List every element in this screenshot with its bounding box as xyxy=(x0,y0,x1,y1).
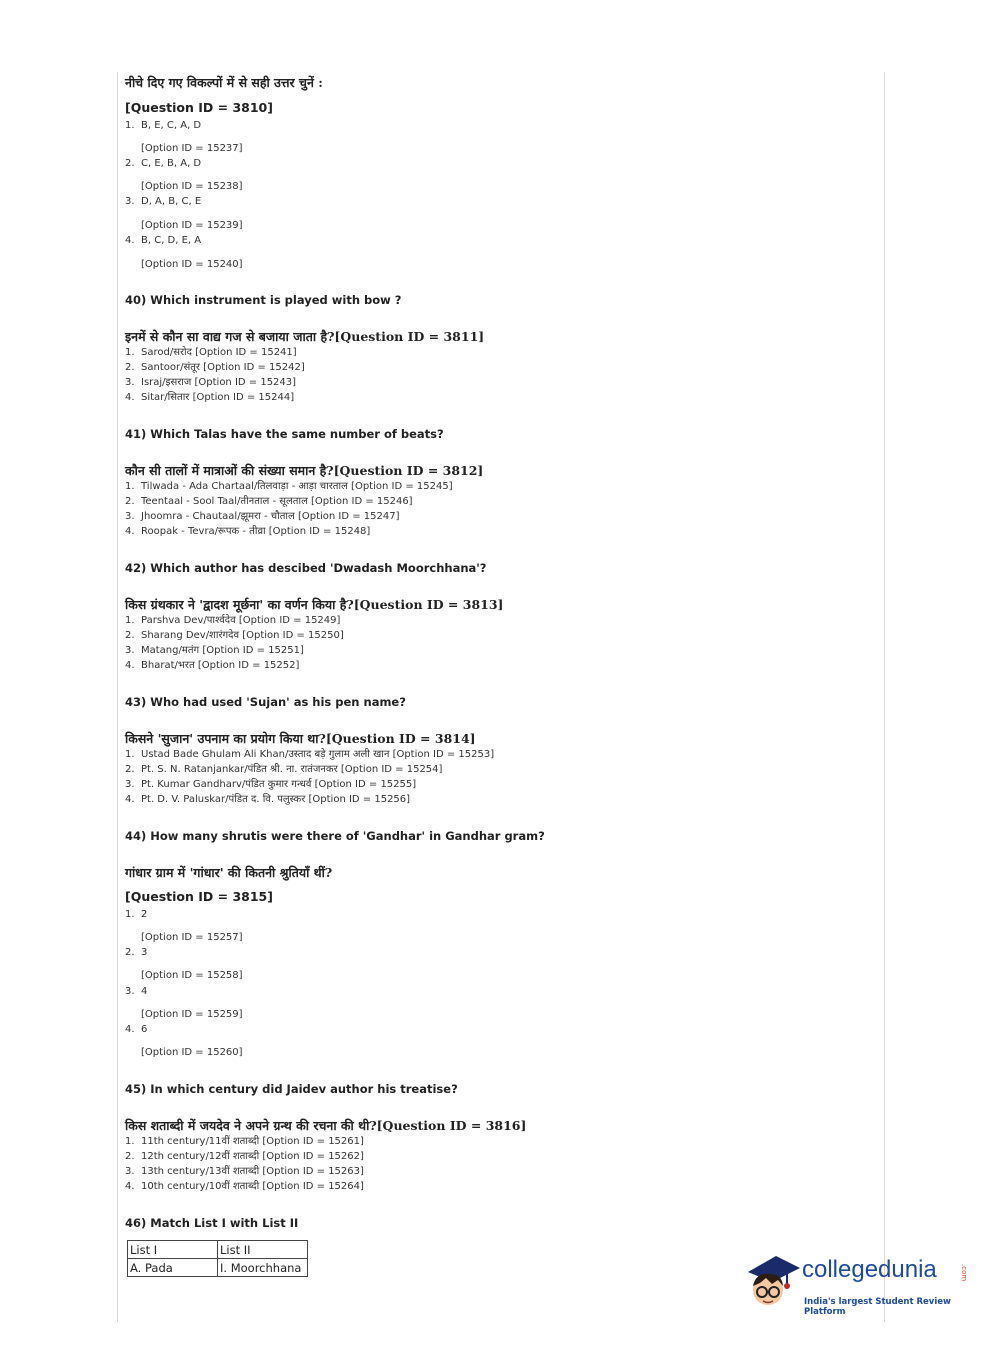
q40-option-1: 1. Sarod/सरोद [Option ID = 15241] xyxy=(125,347,297,358)
table-header-list-2: List II xyxy=(218,1241,308,1259)
q45-option-1: 1. 11th century/11वीं शताब्दी [Option ID = 15261] xyxy=(125,1136,364,1147)
q39-option-1-id: [Option ID = 15237] xyxy=(141,143,243,154)
q45-hindi: किस शताब्दी में जयदेव ने अपने ग्रन्थ की रचना की थी?[Question ID = 3816] xyxy=(125,1118,527,1133)
q44-title: 44) How many shrutis were there of 'Gandhar' in Gandhar gram? xyxy=(125,829,545,843)
table-cell: I. Moorchhana xyxy=(218,1259,308,1277)
q44-option-1-id: [Option ID = 15257] xyxy=(141,932,243,943)
q39-option-3-id: [Option ID = 15239] xyxy=(141,220,243,231)
q39-option-2-id: [Option ID = 15238] xyxy=(141,181,243,192)
q43-title: 43) Who had used 'Sujan' as his pen name? xyxy=(125,695,406,709)
q44-option-2: 2. 3 xyxy=(125,947,148,958)
q44-hindi: गांधार ग्राम में 'गांधार' की कितनी श्रुतियाँ थीं? xyxy=(125,865,333,880)
q40-option-4: 4. Sitar/सितार [Option ID = 15244] xyxy=(125,392,295,403)
q41-option-3: 3. Jhoomra - Chautaal/झूमरा - चौताल [Option ID = 15247] xyxy=(125,511,400,522)
logo-tagline: India's largest Student Review Platform xyxy=(804,1297,951,1317)
q43-option-4: 4. Pt. D. V. Paluskar/पंडित द. वि. पलुस्कर [Option ID = 15256] xyxy=(125,794,411,805)
q45-option-2: 2. 12th century/12वीं शताब्दी [Option ID = 15262] xyxy=(125,1151,364,1162)
q41-title: 41) Which Talas have the same number of beats? xyxy=(125,427,444,441)
q39-option-2: 2. C, E, B, A, D xyxy=(125,158,202,169)
q42-option-4: 4. Bharat/भरत [Option ID = 15252] xyxy=(125,660,300,671)
q41-option-2: 2. Teentaal - Sool Taal/तीनताल - सूलताल [Option ID = 15246] xyxy=(125,496,413,507)
q44-question-id: [Question ID = 3815] xyxy=(125,889,273,904)
collegedunia-logo xyxy=(742,1250,972,1315)
q44-option-4: 4. 6 xyxy=(125,1024,148,1035)
q46-list-table xyxy=(127,1240,308,1277)
student-mascot-icon xyxy=(742,1250,804,1312)
q42-hindi: किस ग्रंथकार ने 'द्वादश मूर्छना' का वर्णन किया है?[Question ID = 3813] xyxy=(125,597,504,612)
q45-title: 45) In which century did Jaidev author his treatise? xyxy=(125,1082,458,1096)
q42-option-3: 3. Matang/मतंग [Option ID = 15251] xyxy=(125,645,304,656)
q44-option-4-id: [Option ID = 15260] xyxy=(141,1047,243,1058)
q43-hindi: किसने 'सुजान' उपनाम का प्रयोग किया था?[Question ID = 3814] xyxy=(125,731,476,746)
q39-option-1: 1. B, E, C, A, D xyxy=(125,120,202,131)
q40-option-2: 2. Santoor/संतूर [Option ID = 15242] xyxy=(125,362,305,373)
q42-option-1: 1. Parshva Dev/पार्श्वदेव [Option ID = 15249] xyxy=(125,615,341,626)
q43-option-1: 1. Ustad Bade Ghulam Ali Khan/उस्ताद बड़े गुलाम अली खान [Option ID = 15253] xyxy=(125,749,495,760)
q44-option-3-id: [Option ID = 15259] xyxy=(141,1009,243,1020)
left-margin-line xyxy=(117,72,118,1322)
q39-option-4: 4. B, C, D, E, A xyxy=(125,235,202,246)
table-cell: A. Pada xyxy=(128,1259,218,1277)
q45-option-4: 4. 10th century/10वीं शताब्दी [Option ID = 15264] xyxy=(125,1181,364,1192)
logo-domain-suffix: .com xyxy=(960,1264,968,1282)
q39-hindi-instruction: नीचे दिए गए विकल्पों में से सही उत्तर चुनें : xyxy=(125,75,323,90)
logo-wordmark: collegedunia xyxy=(802,1256,937,1283)
q44-option-1: 1. 2 xyxy=(125,909,148,920)
q41-option-4: 4. Roopak - Tevra/रूपक - तीव्रा [Option ID = 15248] xyxy=(125,526,371,537)
q46-title: 46) Match List I with List II xyxy=(125,1216,299,1230)
q43-option-2: 2. Pt. S. N. Ratanjankar/पंडित श्री. ना. रातंजनकर [Option ID = 15254] xyxy=(125,764,443,775)
q44-option-2-id: [Option ID = 15258] xyxy=(141,970,243,981)
right-margin-line xyxy=(884,72,885,1322)
q43-option-3: 3. Pt. Kumar Gandharv/पंडित कुमार गन्धर्व [Option ID = 15255] xyxy=(125,779,417,790)
table-row xyxy=(128,1241,308,1259)
q40-title: 40) Which instrument is played with bow ? xyxy=(125,293,402,307)
q40-option-3: 3. Israj/इसराज [Option ID = 15243] xyxy=(125,377,297,388)
q41-option-1: 1. Tilwada - Ada Chartaal/तिलवाड़ा - आड़ा चारताल [Option ID = 15245] xyxy=(125,481,453,492)
q45-option-3: 3. 13th century/13वीं शताब्दी [Option ID = 15263] xyxy=(125,1166,364,1177)
q42-option-2: 2. Sharang Dev/शारंगदेव [Option ID = 15250] xyxy=(125,630,344,641)
q41-hindi: कौन सी तालों में मात्राओं की संख्या समान है?[Question ID = 3812] xyxy=(125,463,484,478)
q42-title: 42) Which author has descibed 'Dwadash Moorchhana'? xyxy=(125,561,487,575)
q44-option-3: 3. 4 xyxy=(125,986,148,997)
q39-option-3: 3. D, A, B, C, E xyxy=(125,196,202,207)
q40-hindi: इनमें से कौन सा वाद्य गज से बजाया जाता है?[Question ID = 3811] xyxy=(125,329,485,344)
q39-question-id: [Question ID = 3810] xyxy=(125,100,273,115)
q39-option-4-id: [Option ID = 15240] xyxy=(141,259,243,270)
table-header-list-1: List I xyxy=(128,1241,218,1259)
table-row xyxy=(128,1259,308,1277)
